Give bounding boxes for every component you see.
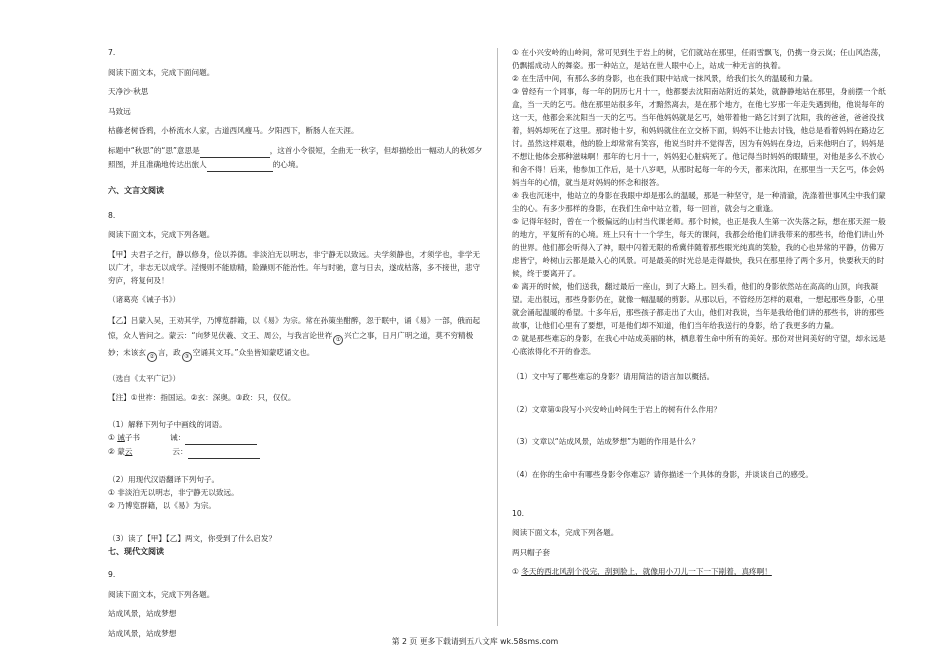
page-footer: 第 2 页 更多下载请到五八文库 wk.58sms.com bbox=[391, 637, 559, 646]
q10-paragraph-1: ① 冬天的西北风刮个没完，刮到脸上，就像用小刀儿一下一下剐着，真疼啊！ bbox=[512, 567, 772, 576]
q10-instruction: 阅读下面文本，完成下列各题。 bbox=[512, 528, 619, 537]
paragraph-1: ① 在小兴安岭的山岭间，常可见到生于岩上的树，它们就站在那里，任雨雪飘飞，仍携一身云岚；任山风浩荡，仍飘摇成动人的舞姿。那一种站立，是站在世人眼中心上，站成一种无言的执着。 bbox=[512, 48, 886, 70]
q10-number: 10. bbox=[512, 508, 525, 518]
paragraph-4: ④ 我也沉迷中，他站立的身影在我眼中却是那么的温暖，那是一种坚守，是一种清澈，洗涤着世事风尘中我们蒙尘的心。有多少那样的身影，在我们生命中站立着，每一回首，就会与之重逢。 bbox=[512, 191, 886, 213]
passage-yi: 【乙】吕蒙入吴，王劝其学，乃博览群籍，以《易》为宗。常在孙策坐酣醉，忽于眠中，诵《易》一部，俄而起惊，众人皆问之。蒙云：“向梦见伏羲、文王、周公，与我言论世祚 ① 兴亡之事，日月广明之道，莫不穷精极妙；未该玄 ② 言，政 ③ 空诵其文耳。”众坐皆知蒙呓诵文也。 bbox=[108, 315, 481, 360]
annotation-note: 【注】①世祚：指国运。②玄：深奥。③政：只，仅仅。 bbox=[108, 393, 296, 402]
subquestion-1-item-a: ① 诫子书 诫： bbox=[108, 431, 486, 445]
paragraph-7: ⑦ 就是那些难忘的身影，在我心中站成美丽的林，栖息着生命中所有的美好。那份对世间美好的守望，却永远是心底浓得化不开的眷恋。 bbox=[512, 334, 886, 356]
footnote-marker: ② bbox=[147, 352, 157, 362]
poem-title: 天净沙·秋思 bbox=[108, 87, 149, 96]
subquestion-1-item-b: ② 蒙云 云： bbox=[108, 445, 486, 459]
reading-question-4: （4）在你的生命中有哪些身影令你难忘？请你描述一个具体的身影，并谈谈自己的感受。 bbox=[512, 469, 813, 479]
q9-instruction: 阅读下面文本，完成下列各题。 bbox=[108, 589, 215, 599]
subquestion-1: （1）解释下列句子中画线的词语。 bbox=[108, 420, 227, 429]
passage-yi-source: （选自《太平广记》） bbox=[108, 373, 181, 383]
q8-number: 8. bbox=[108, 210, 116, 220]
poem-author: 马致远 bbox=[108, 106, 131, 116]
footnote-marker: ③ bbox=[182, 352, 192, 362]
section-heading-6: 六、文言文阅读 bbox=[108, 185, 164, 195]
answer-blank[interactable] bbox=[188, 445, 260, 459]
answer-blank[interactable] bbox=[185, 431, 257, 445]
right-column bbox=[512, 46, 890, 578]
passage-jia: 【甲】夫君子之行，静以修身，俭以养德。非淡泊无以明志，非宁静无以致远。夫学须静也，才须学也，非学无以广才，非志无以成学。淫慢则不能励精，险躁则不能治性。年与时驰，意与日去，遂成枯落，多不接世，悲守穷庐，将复何及！ bbox=[108, 249, 481, 285]
subquestion-2-item-a: ① 非淡泊无以明志，非宁静无以致远。 bbox=[108, 488, 239, 497]
q7-instruction: 阅读下面文本，完成下面问题。 bbox=[108, 67, 215, 77]
poem-text: 枯藤老树昏鸦，小桥流水人家，古道西风瘦马。夕阳西下，断肠人在天涯。 bbox=[108, 126, 359, 135]
subquestion-2: （2）用现代汉语翻译下列句子。 bbox=[108, 475, 220, 484]
subquestion-2-item-b: ② 乃博览群籍，以《易》为宗。 bbox=[108, 501, 216, 510]
paragraph-5: ⑤ 记得年轻时，曾在一个极偏远的山村当代课老师。那个时候，也正是我人生第一次失落之际，想在那天涯一般的地方，平复所有的心境。班上只有十一个学生，每天的课间，我都会给他们讲我带来的那些书，给他们讲山外的世界。他们都会听得入了神，眼中闪着无限的希冀伴随着那些眼光纯真的笑脸，我的心也异常的平静，仿佛万虑皆宁，岭树山云都是最入心的风景。可是最美的时光总是走得最快，我只在那里待了两个多月，快要秋天的时候，终于要离开了。 bbox=[512, 217, 886, 278]
column-divider bbox=[497, 48, 498, 626]
reading-question-3: （3）文章以“站成风景，站成梦想”为题的作用是什么？ bbox=[512, 437, 700, 446]
q7-question: 标题中“秋思”的“思”意思是 ，这首小令很短，全曲无一秋字，但却描绘出一幅动人的秋郊夕照图，并且准确地传达出旅人 的心境。 bbox=[108, 144, 486, 172]
paragraph-2: ② 在生活中间，有那么多的身影，也在我们眼中站成一抹风景，给我们长久的温暖和力量。 bbox=[512, 74, 818, 83]
reading-question-2: （2）文章第①段写小兴安岭山岭间生于岩上的树有什么作用？ bbox=[512, 404, 722, 414]
q9-title: 站成风景，站成梦想 bbox=[108, 609, 177, 618]
q9-title-repeat: 站成风景，站成梦想 bbox=[108, 628, 177, 638]
reading-question-1: （1）文中写了哪些难忘的身影？请用简洁的语言加以概括。 bbox=[512, 372, 715, 381]
answer-blank[interactable] bbox=[207, 158, 273, 172]
left-column bbox=[108, 46, 486, 640]
subquestion-3: （3）读了【甲】【乙】两文，你受到了什么启发？ bbox=[108, 534, 277, 543]
paragraph-3: ③ 曾经有一个同事，每一年的阴历七月十一，他都要去沈阳南站附近的某处，就静静地站在那里，身前摆一个纸盒，当一天的乞丐。他在那里站很多年，才黯然离去，是在那个地方，在他七岁那一年走失遇到他，他说每年的这一天，他都会来沈阳当一天的乞丐。当年他妈妈就是乞丐，她带着他一路乞讨到了沈阳，我的爸爸，爸爸没找着，妈妈却死在了这里。那时他十岁，和妈妈就住在立交桥下面，妈妈不让他去讨钱，他总是看着妈妈在路边乞讨。虽然这样艰难，他的脸上却常常有笑容，他说当时并不觉得苦，因为有妈妈在身边，后来他明白了，妈妈是不想让他体会那种滋味啊！那年的七月十一，妈妈犯心脏病死了。他记得当时妈妈的眼睛里，对他是多么不放心和舍不得！后来，他参加工作后，是十八岁吧，从那时起每一年的今天，都来沈阳，在那里当一天乞丐，体会妈妈当年的心情，就当是对妈妈的怀念和报答。 bbox=[512, 87, 886, 187]
footnote-marker: ① bbox=[333, 335, 343, 345]
paragraph-6: ⑥ 离开的时候，他们送我，翻过最后一座山，到了大路上。回头看，他们的身影依然站在高高的山顶，向我凝望。走出很远，那些身影仍在，就像一幅温暖的剪影。从那以后，不管经历怎样的艰难，一想起那些身影，心里就会涌起温暖的希望。十多年后，那些孩子都走出了大山，他们对我说，当年是我给他们讲的那些书，讲的那些故事，让他们心里有了要想，可是他们却不知道，他们当年给我送行的身影，给了我更多的力量。 bbox=[512, 282, 885, 330]
passage-jia-source: （诸葛亮《诫子书》） bbox=[108, 295, 181, 304]
q10-title: 两只帽子套 bbox=[512, 547, 550, 557]
q7-number: 7. bbox=[108, 48, 116, 57]
section-heading-7: 七、现代文阅读 bbox=[108, 547, 164, 556]
answer-blank[interactable] bbox=[200, 144, 270, 158]
q8-instruction: 阅读下面文本，完成下列各题。 bbox=[108, 230, 215, 239]
q9-number: 9. bbox=[108, 570, 116, 579]
